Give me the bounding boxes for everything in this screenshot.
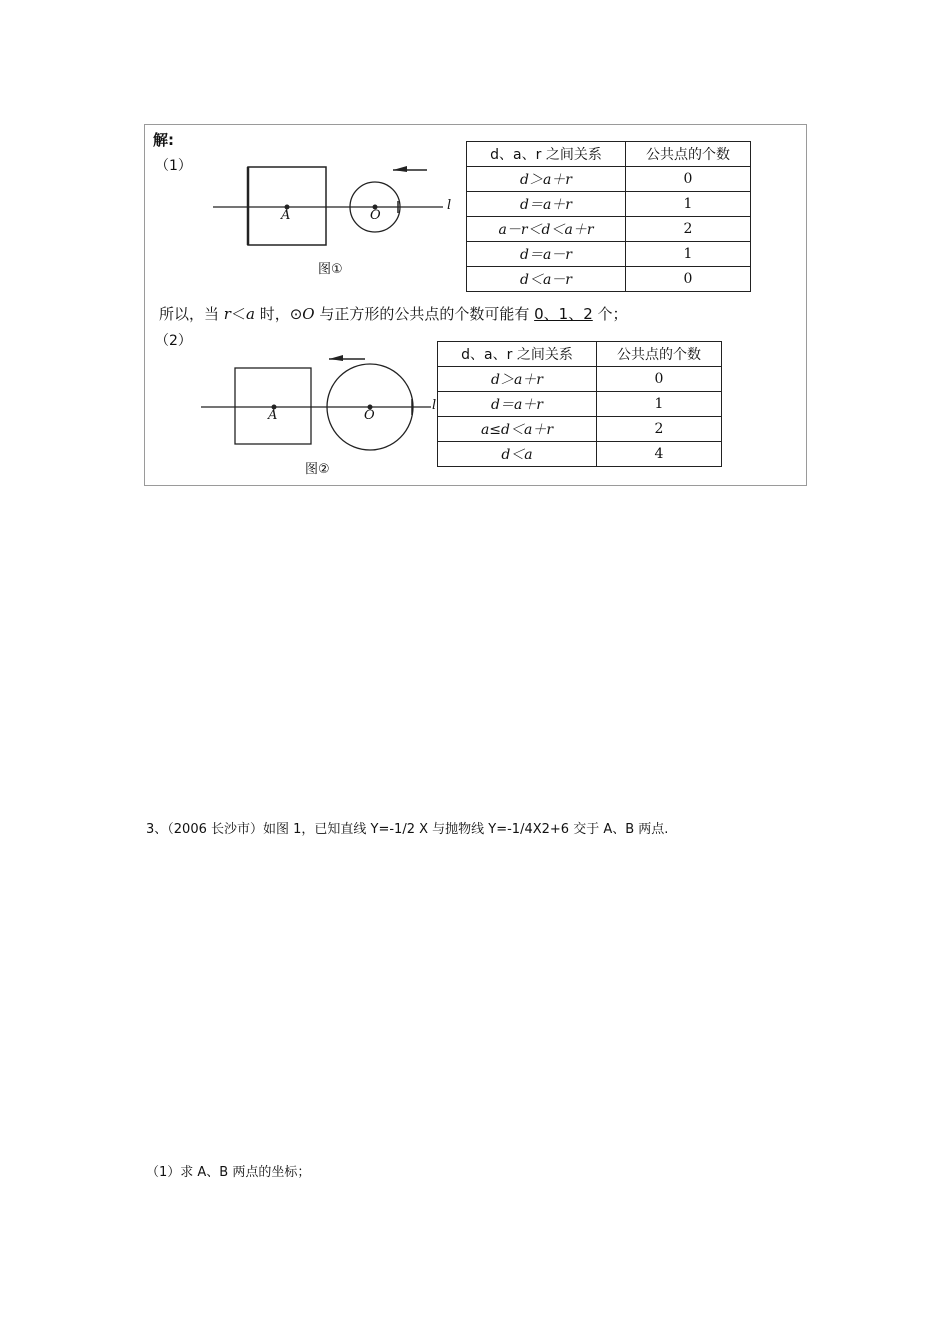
table-row bbox=[467, 217, 751, 242]
table-cell-count: 2 bbox=[626, 217, 751, 242]
question-3: 3、（2006 长沙市）如图 1，已知直线 Y=-1/2 X 与抛物线 Y=-1/4X2+6 交于 A、B 两点. bbox=[146, 822, 669, 837]
question-3-part-1: （1）求 A、B 两点的坐标； bbox=[146, 1165, 311, 1180]
table-row bbox=[467, 267, 751, 292]
table1-header-relation: d、a、r 之间关系 bbox=[467, 142, 626, 167]
conclusion-prefix: 所以，当 bbox=[159, 305, 224, 323]
table-row bbox=[438, 417, 722, 442]
figure-2-diagram bbox=[145, 125, 445, 486]
solution-figure bbox=[144, 124, 807, 486]
table-row bbox=[438, 392, 722, 417]
conclusion-end: 个； bbox=[592, 305, 628, 323]
label-l-1: l bbox=[447, 198, 452, 213]
table-row bbox=[467, 167, 751, 192]
table-row bbox=[438, 367, 722, 392]
table-cell-relation: d＞a＋r bbox=[467, 167, 626, 192]
table-cell-count: 1 bbox=[626, 242, 751, 267]
label-a-1: A bbox=[281, 208, 291, 223]
cond-r: r bbox=[223, 305, 231, 323]
table-cell-count: 0 bbox=[597, 367, 722, 392]
table-row bbox=[467, 242, 751, 267]
arrow-left-icon-2 bbox=[329, 355, 365, 361]
relation-table-1 bbox=[466, 141, 751, 292]
table-cell-relation: d＜a－r bbox=[467, 267, 626, 292]
label-l-2: l bbox=[432, 398, 437, 413]
table-cell-count: 1 bbox=[626, 192, 751, 217]
table1-header-count: 公共点的个数 bbox=[626, 142, 751, 167]
table2-header-count: 公共点的个数 bbox=[597, 342, 722, 367]
label-o-1: O bbox=[370, 208, 381, 223]
relation-table-2 bbox=[437, 341, 722, 467]
part-2-label: （2） bbox=[155, 333, 192, 349]
table-cell-relation: d＜a bbox=[438, 442, 597, 467]
figure-2-caption: 图② bbox=[305, 462, 330, 477]
table-cell-count: 2 bbox=[597, 417, 722, 442]
label-o-2: O bbox=[364, 408, 375, 423]
table-cell-relation: d＝a＋r bbox=[438, 392, 597, 417]
label-a-2: A bbox=[268, 408, 278, 423]
solution-label: 解: bbox=[153, 131, 174, 149]
part-1-label: （1） bbox=[155, 158, 192, 174]
table-cell-relation: a≤d＜a＋r bbox=[438, 417, 597, 442]
conclusion-answer: 0、1、2 bbox=[534, 305, 593, 323]
table-cell-count: 0 bbox=[626, 267, 751, 292]
table-cell-count: 1 bbox=[597, 392, 722, 417]
table-cell-count: 4 bbox=[597, 442, 722, 467]
figure-1-caption: 图① bbox=[318, 262, 343, 277]
table2-header-relation: d、a、r 之间关系 bbox=[438, 342, 597, 367]
circle-o-label: O bbox=[302, 305, 315, 323]
table-cell-relation: d＝a＋r bbox=[467, 192, 626, 217]
table-cell-relation: a－r＜d＜a＋r bbox=[467, 217, 626, 242]
table-row bbox=[467, 192, 751, 217]
table-cell-count: 0 bbox=[626, 167, 751, 192]
cond-a: a bbox=[245, 305, 255, 323]
cond-lt: ＜ bbox=[230, 305, 246, 323]
table-cell-relation: d＝a－r bbox=[467, 242, 626, 267]
table-cell-relation: d＞a＋r bbox=[438, 367, 597, 392]
conclusion-tail: 与正方形的公共点的个数可能有 bbox=[314, 305, 535, 323]
conclusion-mid: 时，⊙ bbox=[254, 305, 303, 323]
table-row bbox=[438, 442, 722, 467]
